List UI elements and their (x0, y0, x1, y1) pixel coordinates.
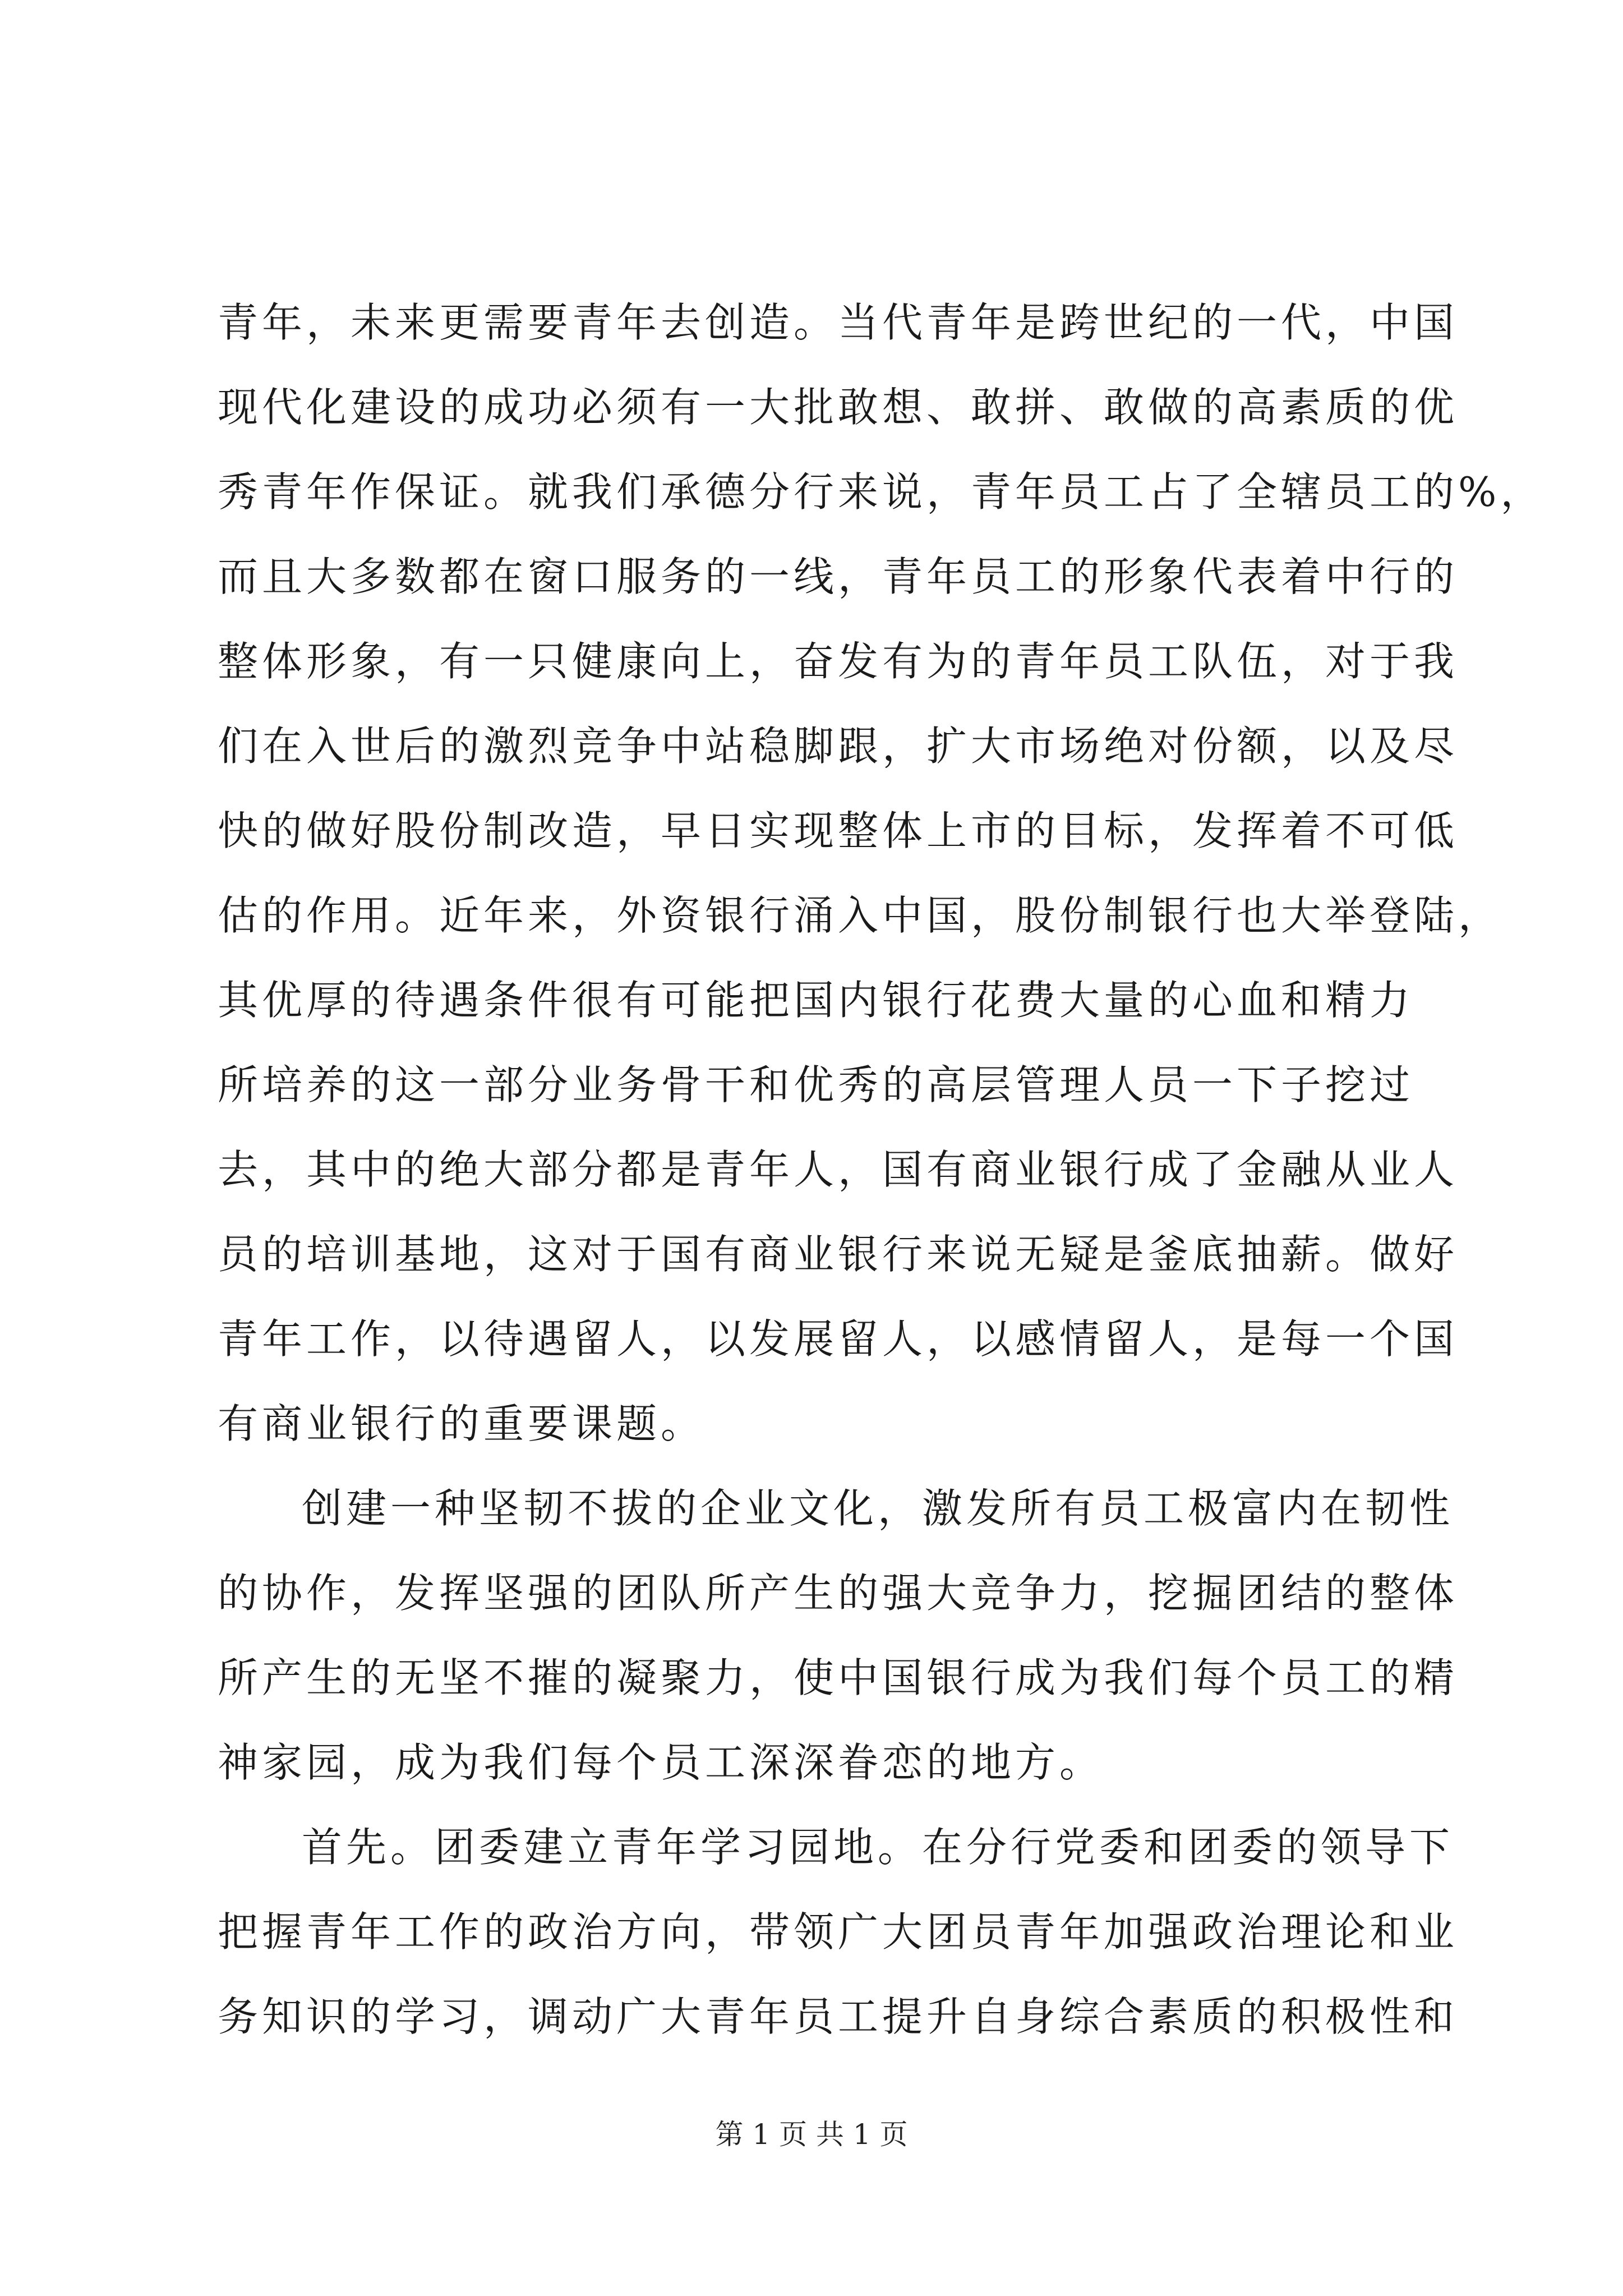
paragraph (218, 1805, 1459, 2059)
text-line: 创建一种坚韧不拔的企业文化，激发所有员工极富内在韧性 (302, 1485, 1454, 1532)
text-line: 神家园，成为我们每个员工深深眷恋的地方。 (218, 1739, 1104, 1786)
document-body (218, 280, 1545, 2059)
text-line: 们在入世后的激烈竞争中站稳脚跟，扩大市场绝对份额，以及尽 (218, 723, 1459, 770)
text-line: 员的培训基地，这对于国有商业银行来说无疑是釜底抽薪。做好 (218, 1231, 1459, 1278)
paragraph (218, 1466, 1459, 1805)
text-line: 务知识的学习，调动广大青年员工提升自身综合素质的积极性和 (218, 1993, 1459, 2040)
text-line: 秀青年作保证。就我们承德分行来说，青年员工占了全辖员工的%， (218, 468, 1545, 516)
text-line: 所产生的无坚不摧的凝聚力，使中国银行成为我们每个员工的精 (218, 1654, 1459, 1701)
text-line: 快的做好股份制改造，早日实现整体上市的目标，发挥着不可低 (218, 807, 1459, 854)
text-line: 青年，未来更需要青年去创造。当代青年是跨世纪的一代，中国 (218, 299, 1459, 346)
text-line: 首先。团委建立青年学习园地。在分行党委和团委的领导下 (302, 1824, 1454, 1871)
text-line: 把握青年工作的政治方向，带领广大团员青年加强政治理论和业 (218, 1908, 1459, 1955)
text-line: 的协作，发挥坚强的团队所产生的强大竞争力，挖掘团结的整体 (218, 1570, 1459, 1617)
text-line: 所培养的这一部分业务骨干和优秀的高层管理人员一下子挖过 (218, 1061, 1414, 1108)
text-line: 青年工作，以待遇留人，以发展留人，以感情留人，是每一个国 (218, 1315, 1459, 1363)
text-line: 估的作用。近年来，外资银行涌入中国，股份制银行也大举登陆， (218, 892, 1503, 939)
text-line: 整体形象，有一只健康向上，奋发有为的青年员工队伍，对于我 (218, 638, 1459, 685)
text-line: 而且大多数都在窗口服务的一线，青年员工的形象代表着中行的 (218, 553, 1459, 600)
text-line: 现代化建设的成功必须有一大批敢想、敢拼、敢做的高素质的优 (218, 384, 1459, 431)
paragraph (218, 280, 1545, 1466)
text-line: 去，其中的绝大部分都是青年人，国有商业银行成了金融从业人 (218, 1146, 1459, 1193)
text-line: 其优厚的待遇条件很有可能把国内银行花费大量的心血和精力 (218, 977, 1414, 1024)
page-number: 第 1 页 共 1 页 (715, 2118, 908, 2151)
text-line: 有商业银行的重要课题。 (218, 1400, 706, 1447)
